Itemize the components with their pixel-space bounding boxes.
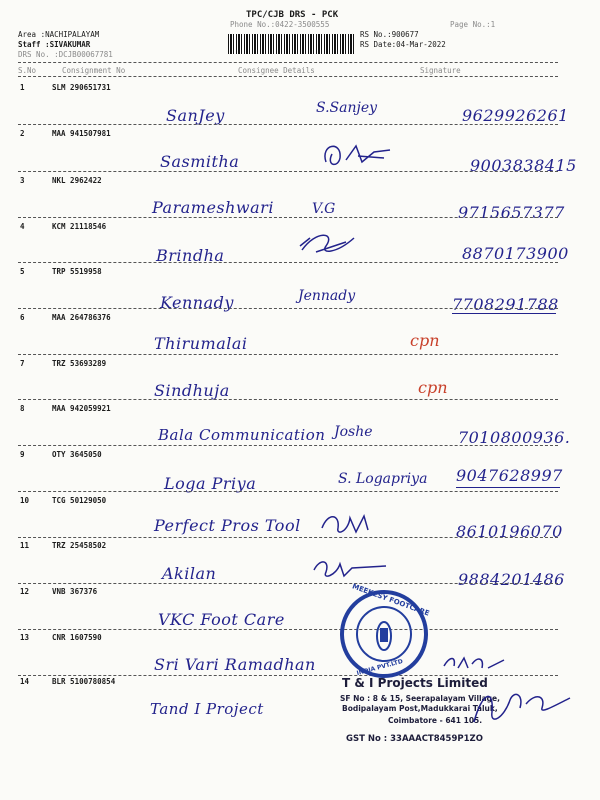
header-rule-bottom xyxy=(18,76,558,77)
header-rule-top xyxy=(18,62,558,63)
consignee-name: Bala Communication xyxy=(158,426,326,444)
row-rule xyxy=(18,262,558,263)
signature: cpn xyxy=(418,378,448,397)
col-consignee: Consignee Details xyxy=(238,66,315,75)
stamp-round-bottom: INDIA PVT.LTD xyxy=(355,657,404,678)
signature-scribble xyxy=(296,228,362,258)
consignment-no: TRZ 25458502 xyxy=(52,541,107,550)
row-rule xyxy=(18,354,558,355)
area-label: Area :NACHIPALAYAM xyxy=(18,30,100,39)
consignee-name: Perfect Pros Tool xyxy=(154,516,301,535)
row-index: 5 xyxy=(20,267,25,276)
consignee-name: Parameshwari xyxy=(152,198,274,217)
row-rule xyxy=(18,171,558,172)
phone-written: 9629926261 xyxy=(462,106,569,125)
row-rule xyxy=(18,537,558,538)
rs-number: RS No.:900677 xyxy=(360,30,419,39)
signature: S.Sanjey xyxy=(316,100,378,116)
signature: S. Logapriya xyxy=(338,471,428,487)
row-index: 7 xyxy=(20,359,25,368)
consignee-name: Sindhuja xyxy=(154,381,230,400)
consignment-no: SLM 290651731 xyxy=(52,83,111,92)
signature: cpn xyxy=(410,331,440,350)
consignee-name: Sri Vari Ramadhan xyxy=(154,655,316,674)
consignment-no: TCG 50129050 xyxy=(52,496,107,505)
consignment-no: OTY 3645050 xyxy=(52,450,102,459)
stamp-round-top: MEEKESY FOOTCARE xyxy=(351,582,431,618)
row-index: 3 xyxy=(20,176,25,185)
row-rule xyxy=(18,491,558,492)
consignment-no: VNB 367376 xyxy=(52,587,98,596)
col-consignment: Consignment No xyxy=(62,66,126,75)
row-index: 11 xyxy=(20,541,30,550)
row-rule xyxy=(18,217,558,218)
phone-underline xyxy=(456,487,560,488)
row-index: 2 xyxy=(20,129,25,138)
row-rule xyxy=(18,629,558,630)
stamp-company-name: T & I Projects Limited xyxy=(342,676,488,690)
consignee-name: SanJey xyxy=(166,106,225,125)
row-rule xyxy=(18,583,558,584)
consignment-no: MAA 264786376 xyxy=(52,313,111,322)
consignment-no: BLR 5100780854 xyxy=(52,677,116,686)
document-title: TPC/CJB DRS - PCK xyxy=(246,10,339,20)
phone-written: 9884201486 xyxy=(458,570,565,589)
consignment-no: MAA 942059921 xyxy=(52,404,111,413)
signature-scribble xyxy=(310,556,390,582)
consignee-name: Kennady xyxy=(160,293,234,312)
drs-number: DRS No. :DCJB00067781 xyxy=(18,50,113,59)
signature-scribble xyxy=(318,508,372,538)
phone-written: 9047628997 xyxy=(456,466,563,485)
row-index: 1 xyxy=(20,83,25,92)
row-rule xyxy=(18,308,558,309)
consignment-no: NKL 2962422 xyxy=(52,176,102,185)
row-index: 14 xyxy=(20,677,30,686)
col-signature: Signature xyxy=(420,66,461,75)
phone-written: 7708291788 xyxy=(452,295,559,314)
consignment-no: KCM 21118546 xyxy=(52,222,107,231)
consignment-no: CNR 1607590 xyxy=(52,633,102,642)
page-number: Page No.:1 xyxy=(450,20,496,29)
row-index: 6 xyxy=(20,313,25,322)
phone-written: 9715657377 xyxy=(458,203,565,222)
consignee-name: Sasmitha xyxy=(160,152,240,171)
staff-label: Staff :SIVAKUMAR xyxy=(18,40,91,49)
row-index: 13 xyxy=(20,633,30,642)
row-rule xyxy=(18,124,558,125)
signature: Joshe xyxy=(334,424,373,440)
row-index: 10 xyxy=(20,496,30,505)
consignee-name: Brindha xyxy=(156,246,225,265)
signature: Jennady xyxy=(298,288,356,304)
row-index: 8 xyxy=(20,404,25,413)
stamp-address-1: SF No : 8 & 15, Seerapalayam Village, xyxy=(340,694,500,703)
handwritten-signature xyxy=(470,682,580,732)
foot-logo-icon xyxy=(372,614,396,654)
phone-number: Phone No.:0422-3500555 xyxy=(230,20,330,29)
col-sno: S.No xyxy=(18,66,37,75)
row-rule xyxy=(18,399,558,400)
consignee-name: VKC Foot Care xyxy=(158,610,285,629)
rs-date: RS Date:04-Mar-2022 xyxy=(360,40,446,49)
consignment-no: TRZ 53693289 xyxy=(52,359,107,368)
row-index: 12 xyxy=(20,587,30,596)
phone-written: 8610196070 xyxy=(456,522,563,541)
phone-written: 9003838415 xyxy=(470,156,577,175)
consignment-no: TRP 5519958 xyxy=(52,267,102,276)
signature: V.G xyxy=(312,201,336,217)
signature-scribble xyxy=(440,652,508,674)
signature-scribble xyxy=(318,138,398,172)
row-rule xyxy=(18,445,558,446)
consignee-name: Tand I Project xyxy=(150,700,264,718)
phone-underline xyxy=(452,313,556,314)
consignee-name: Thirumalai xyxy=(154,334,248,353)
row-index: 4 xyxy=(20,222,25,231)
stamp-address-2: Bodipalayam Post,Madukkarai Taluk, xyxy=(342,704,498,713)
stamp-gst: GST No : 33AAACT8459P1ZO xyxy=(346,734,483,744)
phone-written: 8870173900 xyxy=(462,244,569,263)
consignment-no: MAA 941507981 xyxy=(52,129,111,138)
consignee-name: Loga Priya xyxy=(164,474,257,493)
barcode xyxy=(228,34,354,54)
phone-written: 7010800936. xyxy=(458,428,571,447)
stamp-address-3: Coimbatore - 641 105. xyxy=(388,716,483,725)
row-index: 9 xyxy=(20,450,25,459)
consignee-name: Akilan xyxy=(162,564,217,583)
